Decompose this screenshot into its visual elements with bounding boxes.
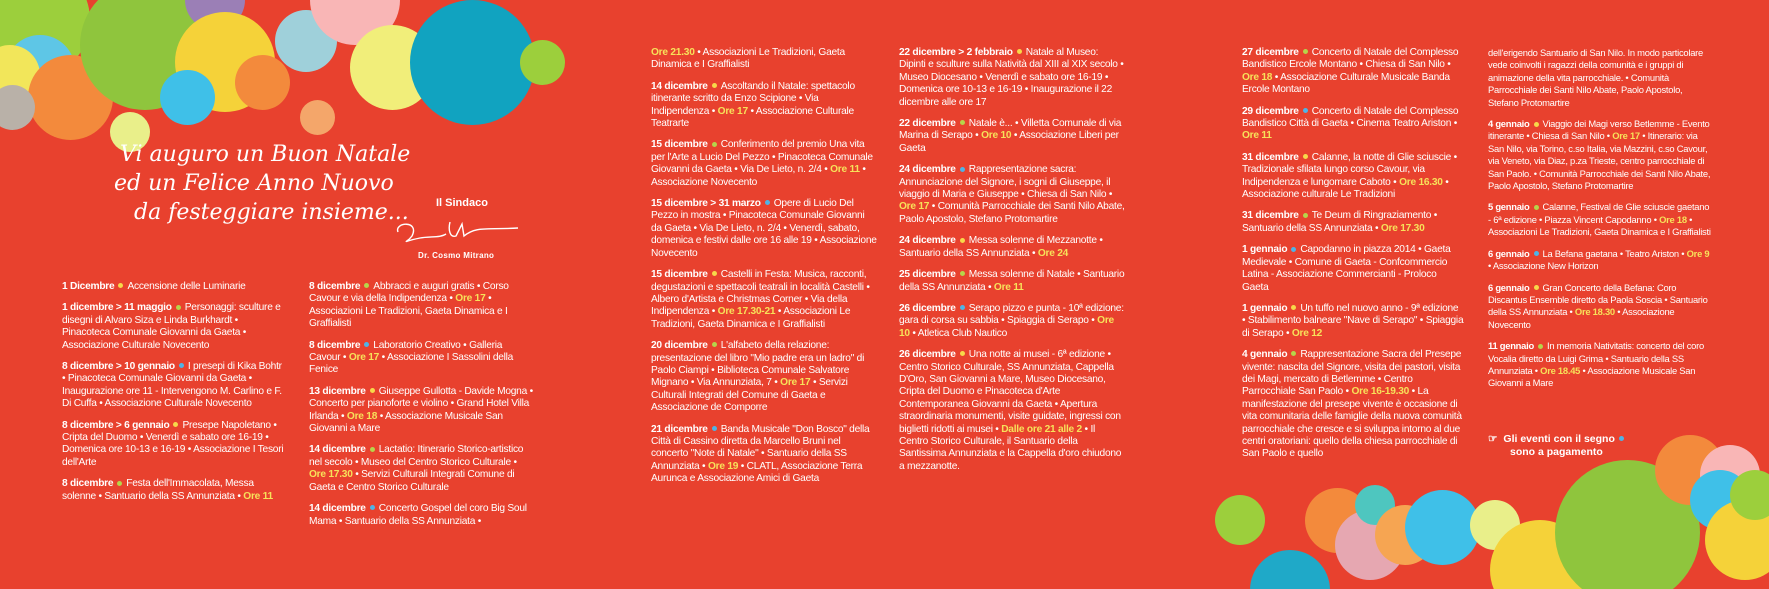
event-description: Una notte ai musei - 6ª edizione • Centro Storico Culturale, SS Annunziata, Cappella D'Oro, San Giovanni a Mare, Museo Diocesano, Cripta del Duomo e Pinacoteca d'Arte Contemporanea Giovanni da Gaeta • Apertura straordinaria monumenti, visite guidate, ingressi con biglietti ridotti ai musei • xyxy=(899,349,1121,435)
event-date: 20 dicembre xyxy=(651,340,708,352)
event-organizer: • Associazione Novecento xyxy=(1488,306,1675,330)
event-organizer: • Associazioni Le Tradizioni, Gaeta Dinamica e I Graffialisti xyxy=(651,306,851,330)
bullet-dot-icon xyxy=(1534,251,1539,256)
event-description: La Befana gaetana • Teatro Ariston • xyxy=(1542,247,1687,259)
event-time: Ore 17.30 xyxy=(1380,222,1425,234)
bullet-dot-icon xyxy=(1303,213,1308,218)
event-description: Personaggi: sculture e disegni di Alvaro Siza e Linda Burkhardt • Pinacoteca Comunale Giovanni da Gaeta • Associazione Culturale Novecento xyxy=(62,302,281,351)
bullet-dot-icon xyxy=(960,120,965,125)
event-date: 8 dicembre > 10 gennaio xyxy=(62,361,175,373)
event-description: Castelli in Festa: Musica, racconti, degustazioni e spettacoli teatrali in località Castelli • Albero d'Artista e Christmas Corner • Via della Indipendenza • xyxy=(651,269,870,318)
paid-dot-icon xyxy=(1619,436,1624,441)
event-item xyxy=(651,47,877,72)
event-item xyxy=(62,361,284,411)
events-column-6 xyxy=(1488,47,1713,399)
event-time: Ore 12 xyxy=(1291,327,1323,339)
event-description: Rappresentazione Sacra del Presepe vivente: nascita del Signore, visita dei pastori, visita dei Magi, mercato di Betlemme • Centro Parrocchiale San Paolo • xyxy=(1242,349,1462,398)
event-item xyxy=(899,235,1125,260)
event-date: 15 dicembre > 31 marzo xyxy=(651,198,761,210)
event-date: 31 dicembre xyxy=(1242,151,1299,163)
event-date: 1 dicembre > 11 maggio xyxy=(62,302,172,314)
bullet-dot-icon xyxy=(370,388,375,393)
event-time: Ore 18.30 xyxy=(1574,306,1615,318)
event-organizer: • Servizi Culturali Integrati del Comune di Gaeta e Associazione de Comporre xyxy=(651,377,848,414)
event-item xyxy=(62,420,284,470)
event-date: 22 dicembre > 2 febbraio xyxy=(899,47,1013,58)
event-time: Ore 11 xyxy=(243,490,273,502)
bullet-dot-icon xyxy=(960,271,965,276)
greeting-line-2: ed un Felice Anno Nuovo xyxy=(114,171,394,196)
bullet-dot-icon xyxy=(712,83,717,88)
pointing-hand-icon: ☞ xyxy=(1488,433,1498,445)
event-time: Ore 24 xyxy=(1037,247,1069,259)
event-item xyxy=(1488,118,1713,192)
event-description: Concerto di Natale del Complesso Bandistico Ercole Montano • Chiesa di San Nilo • xyxy=(1242,47,1459,71)
event-item xyxy=(62,281,284,293)
event-item xyxy=(309,386,534,436)
event-item xyxy=(651,269,877,331)
event-time: Ore 21.30 xyxy=(651,47,695,58)
event-date: 22 dicembre xyxy=(899,118,956,130)
bullet-dot-icon xyxy=(1303,108,1308,113)
event-description: Giuseppe Gullotta - Davide Mogna • Concerto per pianoforte e violino • Grand Hotel Villa Irlanda • xyxy=(309,385,533,422)
bullet-dot-icon xyxy=(370,447,375,452)
event-date: 31 dicembre xyxy=(1242,210,1299,222)
event-organizer: • CLATL, Associazione Terra Aurunca e Associazione Amici di Gaeta xyxy=(651,460,863,485)
event-description: Ascoltando il Natale: spettacolo itinerante scritto da Enzo Scipione • Via Indipendenza • xyxy=(651,80,855,117)
greeting-line-3: da festeggiare insieme... xyxy=(134,200,409,225)
event-time: Ore 11 xyxy=(1242,130,1272,142)
event-organizer: • Associazione Musicale San Giovanni a Mare xyxy=(1488,364,1696,389)
event-item xyxy=(899,118,1125,155)
event-time: Ore 18.45 xyxy=(1540,364,1581,376)
event-description: Concerto Gospel del coro Big Soul Mama • Santuario della SS Annunziata • xyxy=(309,503,527,527)
events-column-3 xyxy=(651,47,877,495)
event-date: 29 dicembre xyxy=(1242,105,1299,117)
event-organizer: • Associazioni Le Tradizioni, Gaeta Dinamica e I Graffialisti xyxy=(651,47,845,71)
event-date: 8 dicembre xyxy=(62,478,114,490)
event-description: Serapo pizzo e punta - 10ª edizione: gara di corsa su sabbia • Spiaggia di Serapo • xyxy=(899,302,1124,327)
bullet-dot-icon xyxy=(1534,205,1539,210)
event-time: Dalle ore 21 alle 2 xyxy=(1001,423,1082,435)
event-item xyxy=(899,164,1125,226)
event-date: 1 Dicembre xyxy=(62,281,115,292)
event-description: L'alfabeto della relazione: presentazione del libro "Mio padre era un ladro" di Paolo Ciampi • Biblioteca Comunale Salvatore Mignano • Via Annunziata, 7 • xyxy=(651,340,865,389)
event-organizer: • Servizi Culturali Integrati Comune di Gaeta e Centro Storico Culturale xyxy=(309,469,515,493)
events-column-2 xyxy=(309,281,534,537)
paid-events-note xyxy=(1488,433,1628,458)
event-time: Ore 9 xyxy=(1686,247,1710,259)
event-item xyxy=(309,281,534,331)
greeting-text xyxy=(114,140,411,227)
event-date: 26 dicembre xyxy=(899,349,956,361)
event-date: 8 dicembre xyxy=(309,339,361,351)
event-organizer: dell'erigendo Santuario di San Nilo. In modo particolare vede coinvolti i ragazzi della comunità e i gruppi di animazione della vita parrocchiale. • Comunità Parrocchiale dei Santi Nilo Abate, Paolo Apostolo, Stefano Protomartire xyxy=(1488,47,1704,108)
bullet-dot-icon xyxy=(370,505,375,510)
event-item xyxy=(899,47,1125,109)
event-item xyxy=(1242,47,1464,97)
event-date: 24 dicembre xyxy=(899,235,956,247)
event-time: Ore 17 xyxy=(899,201,930,213)
event-item xyxy=(1242,349,1464,461)
event-date: 4 gennaio xyxy=(1488,118,1530,130)
event-item xyxy=(62,478,284,503)
event-time: Ore 17.30-21 xyxy=(717,306,776,318)
bullet-dot-icon xyxy=(712,426,717,431)
event-date: 5 gennaio xyxy=(1488,201,1530,213)
event-date: 25 dicembre xyxy=(899,269,956,281)
bullet-dot-icon xyxy=(960,305,965,310)
event-organizer: • Il Centro Storico Culturale, il Santuario della Santissima Annunziata e la Cappella d'oro chiudono a mezzanotte. xyxy=(899,423,1122,472)
event-description: Calanne, Festival de Glie sciuscie gaetano - 6ª edizione • Piazza Vincent Capodanno • xyxy=(1488,201,1710,225)
event-description: Messa solenne di Natale • Santuario della SS Annunziata • xyxy=(899,269,1125,293)
bullet-dot-icon xyxy=(960,238,965,243)
event-organizer: • Comunità Parrocchiale dei Santi Nilo Abate, Paolo Apostolo, Stefano Protomartire xyxy=(899,201,1125,225)
bullet-dot-icon xyxy=(712,342,717,347)
bullet-dot-icon xyxy=(364,283,369,288)
event-item xyxy=(1242,106,1464,143)
event-time: Ore 17 xyxy=(455,293,486,305)
signature-icon xyxy=(390,212,520,252)
event-description: Lactatio: Itinerario Storico-artistico nel secolo • Museo del Centro Storico Culturale • xyxy=(309,444,524,468)
bullet-dot-icon xyxy=(960,167,965,172)
event-date: 8 dicembre > 6 gennaio xyxy=(62,419,170,431)
event-item xyxy=(651,198,877,260)
event-date: 4 gennaio xyxy=(1242,349,1288,361)
event-item xyxy=(1242,210,1464,235)
events-column-5 xyxy=(1242,47,1464,470)
event-description: Natale al Museo: Dipinti e sculture sulla Natività dal XIII al XIX secolo • Museo Diocesano • Venerdì e sabato ore 16-19 • Domenica ore 10-13 e 16-19 • Inaugurazione il 22 dicembre alle ore 17 xyxy=(899,47,1124,108)
paid-note-line-2: sono a pagamento xyxy=(1510,445,1603,458)
event-time: Ore 17 xyxy=(348,352,380,364)
event-organizer: • Associazione culturale Le Tradizioni xyxy=(1242,176,1449,201)
events-column-1 xyxy=(62,281,284,512)
event-time: Ore 18 xyxy=(346,410,378,422)
event-time: Ore 10 xyxy=(981,130,1012,142)
bullet-dot-icon xyxy=(1534,285,1539,290)
event-description: Concerto di Natale del Complesso Bandistico Città di Gaeta • Cinema Teatro Ariston • xyxy=(1242,105,1459,130)
event-organizer: • Associazione Liberi per Gaeta xyxy=(899,130,1119,154)
bullet-dot-icon xyxy=(1291,247,1296,252)
event-description: Presepe Napoletano • Cripta del Duomo • Venerdì e sabato ore 16-19 • Domenica ore 10-13 e 16-19 • Associazione I Tesori dell'Arte xyxy=(62,419,284,468)
event-organizer: • Associazioni Le Tradizioni, Gaeta Dinamica e I Graffialisti xyxy=(309,293,508,330)
event-description: Calanne, la notte di Glie sciuscie • Tradizionale sfilata lungo corso Cavour, via Indipendenza e lungomare Caboto • xyxy=(1242,151,1457,188)
event-description: Accensione delle Luminarie xyxy=(127,281,246,292)
event-date: 14 dicembre xyxy=(651,80,708,92)
event-time: Ore 17 xyxy=(717,105,748,117)
event-description: Laboratorio Creativo • Galleria Cavour • xyxy=(309,339,503,364)
event-date: 1 gennaio xyxy=(1242,302,1288,314)
bullet-dot-icon xyxy=(173,422,178,427)
event-date: 27 dicembre xyxy=(1242,47,1299,58)
event-organizer: • La manifestazione del presepe vivente è occasione di vita comunitaria delle famiglie della nuova comunità parrocchiale che cresce e si sviluppa intorno al due centri oratoriani: quello della chiesa parrocchiale di San Paolo e quello xyxy=(1242,386,1462,460)
event-organizer: • Associazione Novecento xyxy=(651,164,866,188)
bullet-dot-icon xyxy=(1303,49,1308,54)
bullet-dot-icon xyxy=(712,271,717,276)
event-time: Ore 18 xyxy=(1659,213,1687,225)
event-description: Capodanno in piazza 2014 • Gaeta Medievale • Comune di Gaeta - Confcommercio Latina - Associazione Commercianti - Proloco Gaeta xyxy=(1242,244,1451,293)
bullet-dot-icon xyxy=(765,200,770,205)
event-organizer: • Atletica Club Nautico xyxy=(909,327,1008,339)
event-organizer: • Associazione Culturale Musicale Banda Ercole Montano xyxy=(1242,71,1450,96)
event-item xyxy=(899,303,1125,340)
event-time: Ore 16.30 xyxy=(1399,176,1443,188)
event-item xyxy=(1488,47,1713,109)
event-item xyxy=(309,503,534,528)
bullet-dot-icon xyxy=(117,481,122,486)
event-item xyxy=(651,424,877,486)
event-item xyxy=(1242,244,1464,294)
bullet-dot-icon xyxy=(960,351,965,356)
event-description: Un tuffo nel nuovo anno - 9ª edizione • Stabilimento balneare "Nave di Serapo" • Spiaggia di Serapo • xyxy=(1242,302,1464,339)
event-time: Ore 19 xyxy=(707,460,739,472)
paid-note-line-1: Gli eventi con il segno xyxy=(1503,433,1615,445)
event-item xyxy=(651,81,877,131)
greeting-line-1: Vi auguro un Buon Natale xyxy=(120,142,411,167)
event-time: Ore 16-19.30 xyxy=(1351,386,1410,398)
event-description: Viaggio dei Magi verso Betlemme - Evento itinerante • Chiesa di San Nilo • xyxy=(1488,118,1710,142)
event-item xyxy=(899,349,1125,473)
event-date: 11 gennaio xyxy=(1488,340,1534,352)
event-item xyxy=(1488,248,1713,273)
event-description: Gran Concerto della Befana: Coro Discantus Ensemble diretto da Paola Soscia • Santuario della SS Annunziata • xyxy=(1488,281,1708,318)
event-organizer: • Associazione I Sassolini della Fenice xyxy=(309,352,514,376)
event-item xyxy=(899,269,1125,294)
event-description: Banda Musicale "Don Bosco" della Città di Cassino diretta da Marcello Bruni nel concerto "Note di Natale" • Santuario della SS Annunziata • xyxy=(651,423,870,472)
bullet-dot-icon xyxy=(176,305,181,310)
event-time: Ore 17.30 xyxy=(309,469,353,481)
event-description: Festa dell'Immacolata, Messa solenne • Santuario della SS Annunziata • xyxy=(62,478,254,502)
bullet-dot-icon xyxy=(1534,122,1539,127)
event-date: 14 dicembre xyxy=(309,444,366,456)
event-item xyxy=(651,139,877,189)
event-date: 6 gennaio xyxy=(1488,247,1530,259)
event-time: Ore 11 xyxy=(993,281,1024,293)
signer-title: Il Sindaco xyxy=(436,197,488,209)
bullet-dot-icon xyxy=(118,283,123,288)
bullet-dot-icon xyxy=(1017,49,1022,54)
event-date: 6 gennaio xyxy=(1488,281,1530,293)
event-description: Opere di Lucio Del Pezzo in mostra • Pinacoteca Comunale Giovanni da Gaeta • Via De Lieto, n. 2/4 • Venerdì, sabato, domenica e festivi dalle ore 16 alle 19 • Associazione Novecento xyxy=(651,198,877,259)
event-date: 15 dicembre xyxy=(651,139,708,151)
bullet-dot-icon xyxy=(364,342,369,347)
event-description: I presepi di Kika Bohtr • Pinacoteca Comunale Giovanni da Gaeta • Inaugurazione ore 11 - Intervengono M. Carlino e F. Di Cuffa • Associazione Culturale Novecento xyxy=(62,361,282,410)
event-time: Ore 17 xyxy=(1612,130,1640,142)
event-time: Ore 18 xyxy=(1242,71,1273,83)
event-date: 21 dicembre xyxy=(651,423,708,435)
event-time: Ore 11 xyxy=(830,164,860,176)
event-description: Messa solenne di Mezzanotte • Santuario della SS Annunziata • xyxy=(899,235,1103,259)
event-description: Rappresentazione sacra: Annunciazione del Signore, i sogni di Giuseppe, il viaggio di Maria e Giuseppe • Chiesa di San Nilo • xyxy=(899,164,1113,201)
event-item xyxy=(1488,201,1713,238)
event-item xyxy=(651,340,877,414)
bullet-dot-icon xyxy=(712,142,717,147)
bullet-dot-icon xyxy=(1303,154,1308,159)
event-description: Te Deum di Ringraziamento • Santuario della SS Annunziata • xyxy=(1242,210,1438,234)
event-item xyxy=(1242,303,1464,340)
event-description: Conferimento del premio Una vita per l'Arte a Lucio Del Pezzo • Pinacoteca Comunale Giovanni da Gaeta • Via De Lieto, n. 2/4 • xyxy=(651,139,873,176)
event-item xyxy=(1488,340,1713,390)
event-item xyxy=(1242,152,1464,202)
event-time: Ore 17 xyxy=(780,377,811,389)
bullet-dot-icon xyxy=(1538,344,1543,349)
event-organizer: • Associazione Culturale Teatrarte xyxy=(651,105,854,130)
bullet-dot-icon xyxy=(1291,305,1296,310)
event-description: In memoria Nativitatis: concerto del coro Vocalia diretto da Luigi Grima • Santuario della SS Annunziata • xyxy=(1488,340,1704,376)
event-organizer: • Associazione New Horizon xyxy=(1488,260,1599,272)
signer-name: Dr. Cosmo Mitrano xyxy=(418,251,495,260)
event-date: 26 dicembre xyxy=(899,302,956,314)
event-date: 1 gennaio xyxy=(1242,244,1288,256)
event-item xyxy=(309,340,534,377)
event-time: Ore 10 xyxy=(899,315,1114,339)
event-date: 15 dicembre xyxy=(651,269,708,281)
event-organizer: • Associazioni Le Tradizioni, Gaeta Dinamica e I Graffialisti xyxy=(1488,213,1711,238)
event-organizer: • Associazione Musicale San Giovanni a Mare xyxy=(309,410,503,435)
event-date: 13 dicembre xyxy=(309,385,366,397)
event-item xyxy=(62,302,284,352)
event-organizer: • Itinerario: via San Nilo, via Torino, c.so Italia, via Mazzini, c.so Cavour, via Veneto, via Diaz, p.za Trieste, centro parrocchiale di San Paolo. • Comunità Parrocchiale dei Santi Nilo Abate, Paolo Apostolo, Stefano Protomartire xyxy=(1488,130,1711,192)
bullet-dot-icon xyxy=(179,363,184,368)
bullet-dot-icon xyxy=(1291,351,1296,356)
event-date: 8 dicembre xyxy=(309,281,361,292)
event-description: Natale è... • Villetta Comunale di via Marina di Serapo • xyxy=(899,118,1122,142)
event-item xyxy=(1488,282,1713,332)
event-date: 14 dicembre xyxy=(309,503,366,515)
event-description: Abbracci e auguri gratis • Corso Cavour e via della Indipendenza • xyxy=(309,281,509,305)
event-item xyxy=(309,444,534,494)
events-column-4 xyxy=(899,47,1125,482)
event-date: 24 dicembre xyxy=(899,164,956,176)
